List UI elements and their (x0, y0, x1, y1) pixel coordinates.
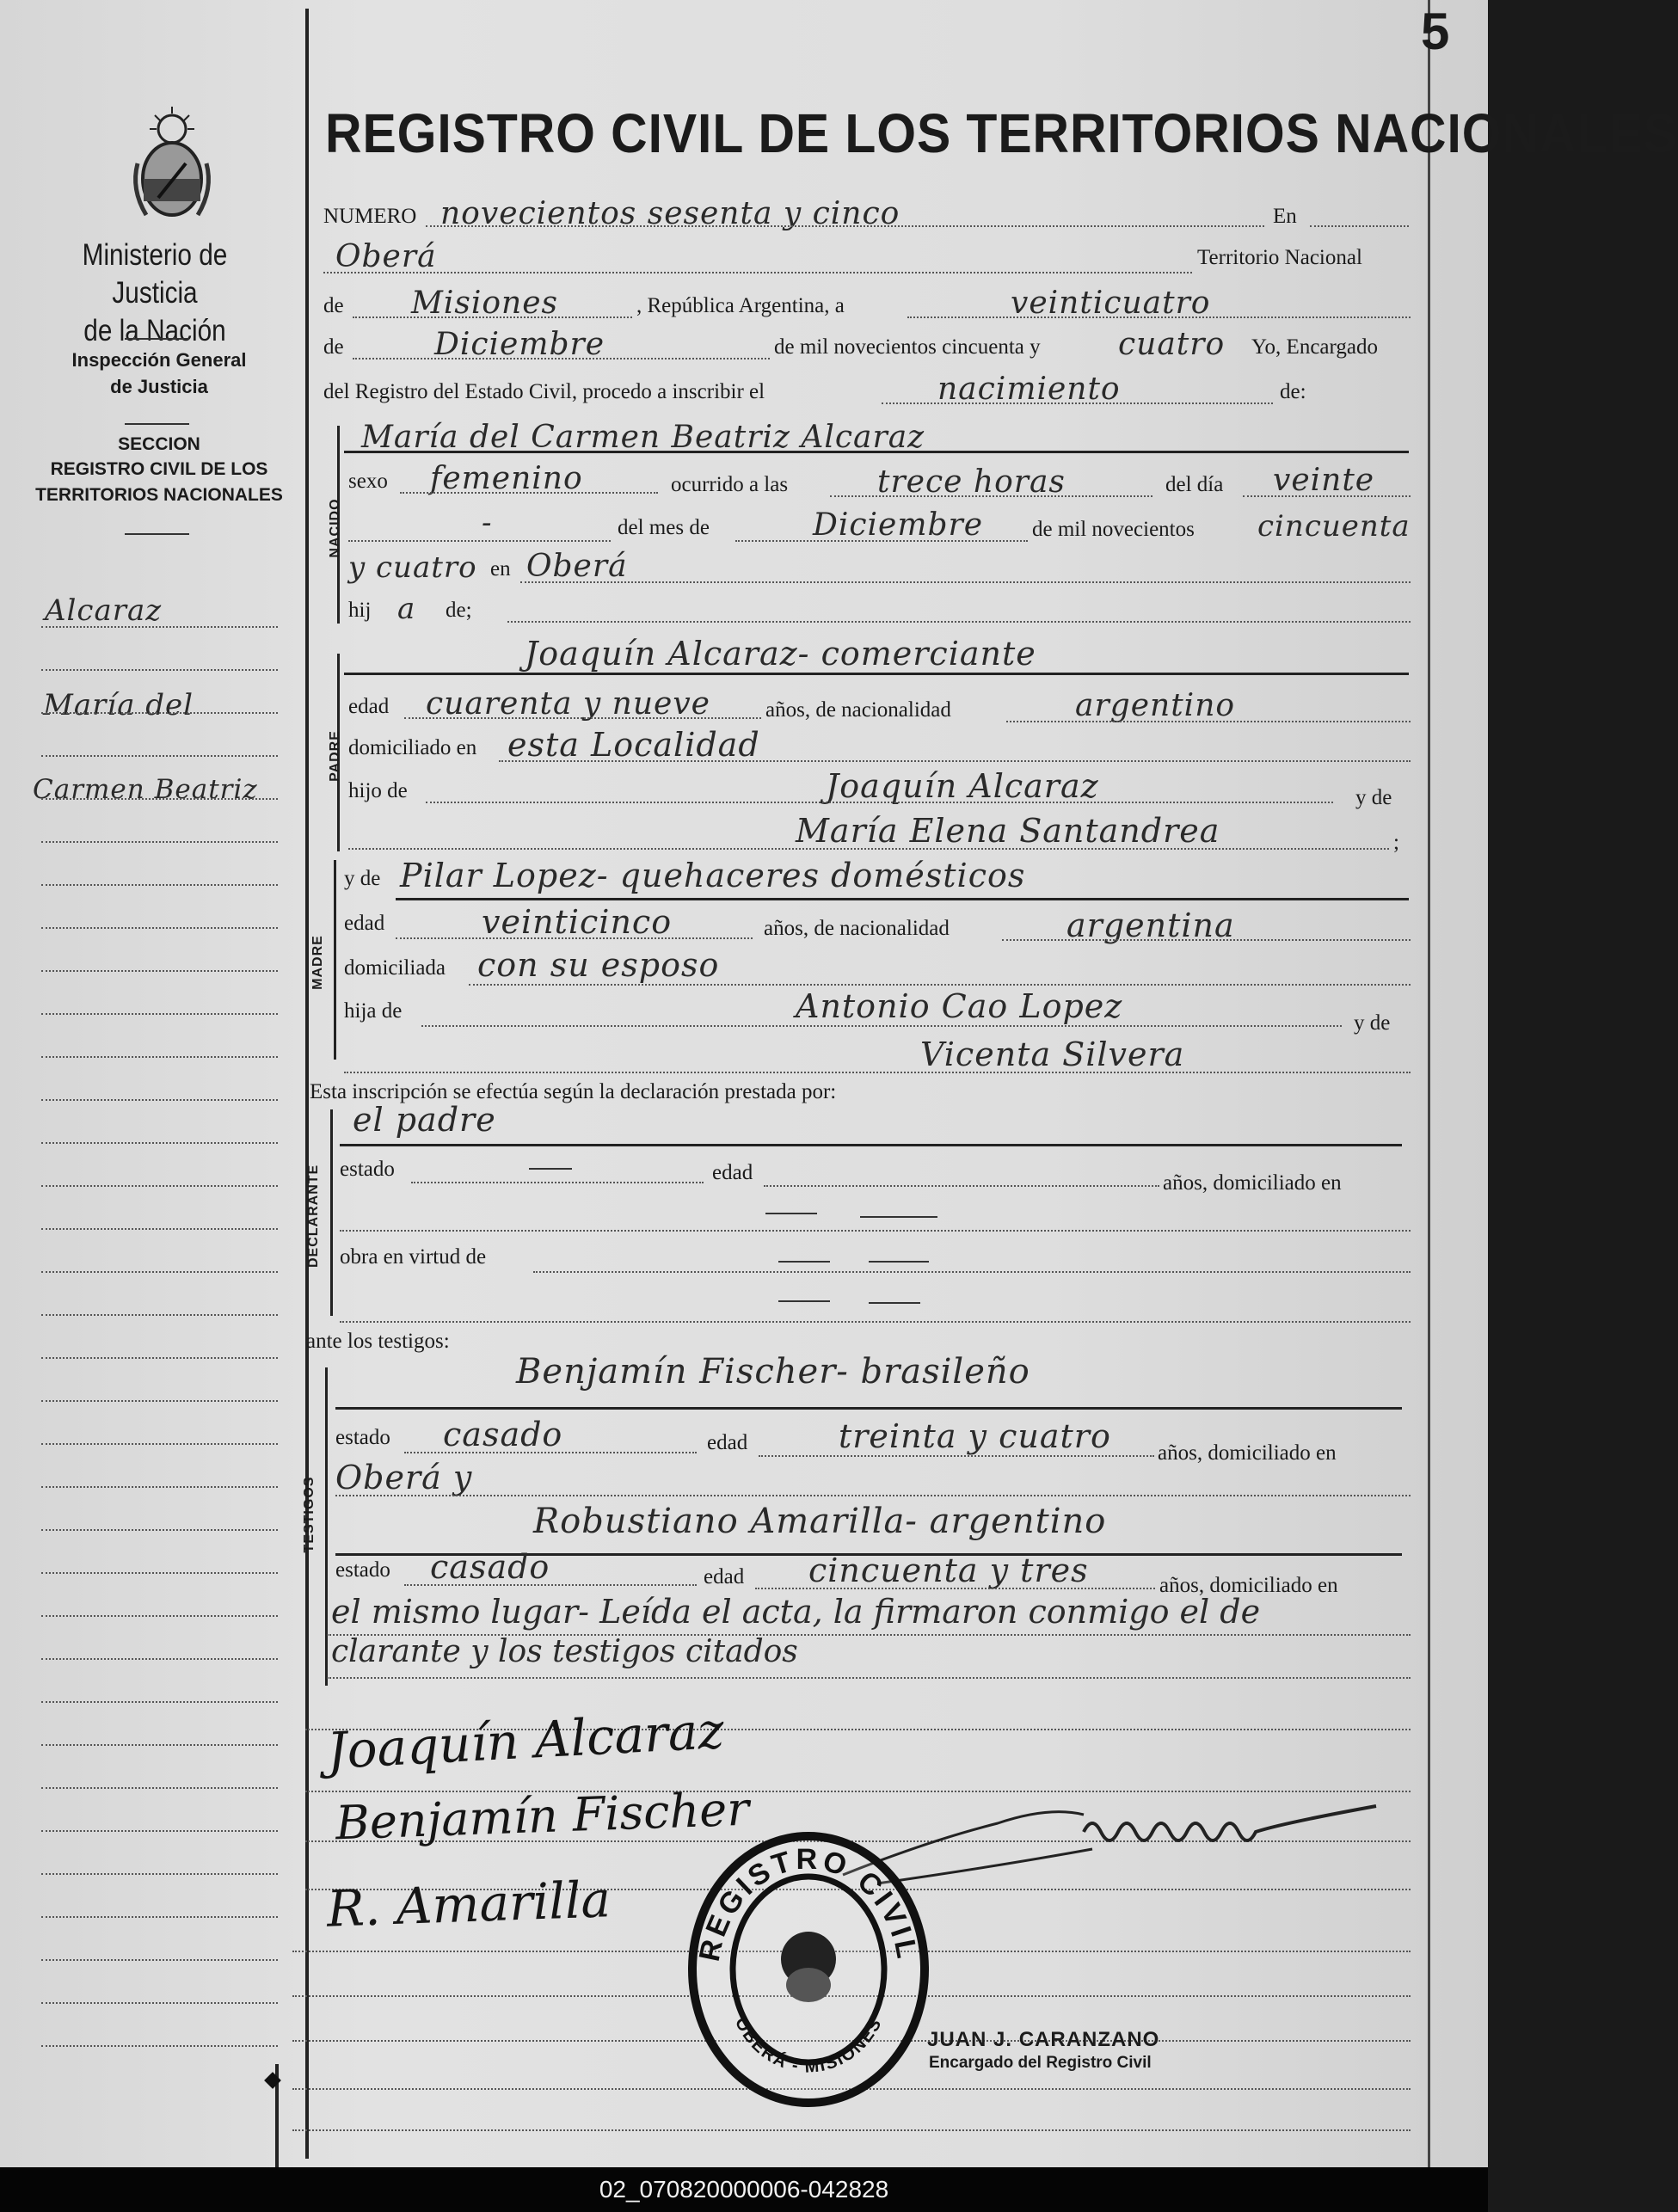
registry-stamp-icon (684, 1830, 933, 2110)
signature-witness-1: Benjamín Fischer (335, 1781, 750, 1851)
dash-rule (348, 540, 611, 542)
inspection-line-1: Inspección General (71, 349, 247, 371)
sidebar-divider (125, 533, 189, 535)
nacido-en-label: en (490, 557, 511, 581)
act-value: nacimiento (937, 372, 1121, 407)
padre-edad-label: edad (348, 695, 390, 718)
numero-label: NUMERO (323, 205, 417, 228)
witness1-estado-label: estado (335, 1426, 390, 1449)
witness1-estado-rule (404, 1452, 697, 1453)
day-value: veinticuatro (1011, 286, 1211, 321)
declarante-edad-rule (764, 1185, 1159, 1187)
margin-name-2: Carmen Beatriz (33, 774, 258, 805)
sidebar-rule (41, 1529, 278, 1531)
father-name-rule (344, 673, 1409, 675)
declarante-rule (340, 1144, 1402, 1146)
page-number: 5 (1421, 3, 1450, 60)
madre-domicilio-value: con su esposo (477, 946, 720, 984)
witness1-domicilio-value: Oberá y (335, 1459, 473, 1496)
signature-declarant: Joaquín Alcaraz (325, 1700, 726, 1781)
child-name-value: María del Carmen Beatriz Alcaraz (361, 420, 925, 455)
testigos-section-label: TESTIGOS (302, 1476, 317, 1553)
padre-semicolon: ; (1393, 831, 1399, 854)
right-edge-line (1428, 0, 1430, 2167)
sidebar-rule (41, 841, 278, 843)
sidebar-rule (41, 1099, 278, 1101)
padre-y-de-label: y de (1355, 786, 1392, 809)
sidebar-rule (41, 1572, 278, 1574)
territorio-label: Territorio Nacional (1197, 246, 1362, 269)
declarante-domicilio-rule (340, 1230, 1411, 1232)
territory-rule (353, 316, 632, 318)
padre-anos-label: años, de nacionalidad (765, 698, 951, 722)
witness1-name-value: Benjamín Fischer- brasileño (516, 1352, 1030, 1392)
sidebar-rule (41, 1701, 278, 1703)
nacido-place-rule (520, 581, 1411, 583)
child-name-rule (344, 451, 1409, 453)
ministry-line-1: Ministerio de Justicia (82, 238, 228, 310)
madre-anos-label: años, de nacionalidad (764, 917, 950, 940)
nacido-year-value-2: y cuatro (348, 550, 477, 585)
dash-mark (869, 1261, 929, 1263)
ministry-heading (46, 237, 265, 349)
sidebar-rule (41, 669, 278, 671)
declarante-estado-rule (411, 1182, 704, 1183)
dash-value: - (482, 506, 493, 540)
testigos-intro: ante los testigos: (306, 1330, 450, 1353)
signature-witness-2: R. Amarilla (325, 1870, 612, 1939)
act-rule (882, 402, 1273, 404)
witness1-edad-label: edad (707, 1431, 748, 1454)
declarante-estado-label: estado (340, 1158, 395, 1181)
nacido-place-value: Oberá (526, 549, 628, 584)
madre-hija-label: hija de (344, 999, 403, 1023)
section-line-1: REGISTRO CIVIL DE LOS (50, 459, 268, 480)
sidebar-rule (41, 755, 278, 757)
madre-edad-rule (396, 937, 753, 939)
sidebar-rule (41, 970, 278, 972)
numero-value: novecientos sesenta y cinco (440, 196, 900, 231)
madre-domicilio-rule (469, 984, 1411, 986)
madre-edad-value: veinticinco (482, 903, 673, 941)
coat-of-arms-icon (129, 103, 215, 224)
witness1-estado-value: casado (443, 1416, 563, 1453)
file-id-footer: 02_070820000006-042828 (0, 2167, 1488, 2212)
margin-name-1: María del (43, 688, 194, 722)
month-rule (353, 358, 770, 359)
mes-label: del mes de (618, 516, 710, 539)
sidebar-rule (41, 1013, 278, 1015)
nacido-month-rule (735, 540, 1028, 542)
sidebar-rule (41, 1400, 278, 1402)
witness2-estado-label: estado (335, 1558, 390, 1582)
sidebar-rule (41, 712, 278, 714)
paternal-father-value: Joaquín Alcaraz (826, 767, 1099, 805)
mother-name-rule (396, 898, 1409, 900)
hij-rule (507, 621, 1411, 623)
maternal-father-value: Antonio Cao Lopez (796, 987, 1123, 1025)
margin-surname: Alcaraz (45, 593, 163, 628)
maternal-mother-rule (344, 1072, 1411, 1073)
sidebar-rule (41, 1357, 278, 1359)
madre-y-de-label: y de (344, 867, 381, 890)
document-title: REGISTRO CIVIL DE LOS TERRITORIOS NACIONALES (325, 102, 1678, 164)
witness1-domicilio-rule (335, 1495, 1411, 1496)
registrar-title: Encargado del Registro Civil (929, 2054, 1152, 2072)
madre-section-label: MADRE (310, 935, 325, 990)
closing-rule-2 (327, 1677, 1411, 1679)
sidebar-divider (125, 423, 189, 425)
declarante-value: el padre (353, 1101, 496, 1139)
paternal-mother-rule (348, 848, 1389, 850)
declarante-obra-label: obra en virtud de (340, 1245, 487, 1269)
numero-rule (426, 225, 1264, 227)
madre-nacionalidad-value: argentina (1066, 906, 1235, 944)
madre-bracket (334, 860, 336, 1060)
en-rule (1310, 225, 1409, 227)
sidebar-divider (125, 338, 189, 340)
declarante-extra-rule (340, 1321, 1411, 1323)
nacido-de-label: de; (446, 599, 472, 622)
maternal-mother-value: Vicenta Silvera (920, 1035, 1185, 1073)
witness2-estado-rule (404, 1584, 697, 1586)
testigos-bracket (325, 1367, 328, 1686)
dash-mark (529, 1168, 572, 1170)
madre-y-de-label-2: y de (1354, 1011, 1391, 1035)
month-value: Diciembre (434, 327, 605, 362)
sidebar-rule (41, 1830, 278, 1832)
inspection-heading (39, 347, 280, 401)
sexo-rule (400, 492, 658, 494)
witness2-estado-value: casado (430, 1548, 550, 1586)
dash-mark (778, 1261, 830, 1263)
sidebar-rule (41, 798, 278, 800)
dash-mark (860, 1216, 937, 1218)
de2-label: de (323, 335, 344, 359)
dash-mark (869, 1302, 920, 1304)
nacido-section-label: NACIDO (328, 498, 342, 558)
madre-domicilio-label: domiciliada (344, 956, 446, 980)
witness2-edad-value: cincuenta y tres (808, 1551, 1089, 1589)
paternal-mother-value: María Elena Santandrea (796, 812, 1220, 850)
territory-value: Misiones (411, 286, 559, 321)
sidebar-rule (41, 1658, 278, 1660)
maternal-father-rule (421, 1025, 1342, 1027)
witness2-anos-label: años, domiciliado en (1159, 1574, 1338, 1597)
sidebar-rule (41, 1228, 278, 1230)
hij-label: hij (348, 599, 372, 622)
sidebar-rule (41, 1056, 278, 1058)
ocurrido-label: ocurrido a las (671, 473, 789, 496)
dia-label: del día (1165, 473, 1224, 496)
sidebar-rule (41, 1271, 278, 1273)
republica-label: , República Argentina, a (636, 294, 845, 317)
sidebar-rule (41, 1959, 278, 1961)
stamp-bottom-text: OBERÁ - MISIONES (730, 2014, 887, 2077)
sidebar-rule (41, 1873, 278, 1875)
witness2-edad-rule (755, 1588, 1155, 1589)
madre-nacionalidad-rule (1002, 939, 1411, 941)
padre-domicilio-rule (499, 760, 1411, 762)
sidebar-rule (41, 1916, 278, 1918)
section-line-2: TERRITORIOS NACIONALES (35, 484, 283, 505)
father-name-value: Joaquín Alcaraz- comerciante (525, 635, 1036, 673)
closing-line-2: clarante y los testigos citados (331, 1634, 798, 1669)
signature-rule (292, 2129, 1411, 2131)
de3-label: de: (1280, 380, 1306, 403)
yo-label: Yo, Encargado (1251, 335, 1378, 359)
madre-edad-label: edad (344, 912, 385, 935)
sidebar-rule (41, 1787, 278, 1789)
nacido-day-value: veinte (1273, 463, 1375, 498)
padre-domicilio-label: domiciliado en (348, 736, 477, 759)
mother-name-value: Pilar Lopez- quehaceres domésticos (400, 857, 1026, 894)
witness1-name-rule (335, 1407, 1402, 1410)
declarante-bracket (330, 1109, 333, 1316)
witness2-edad-label: edad (704, 1565, 745, 1588)
registro-label: del Registro del Estado Civil, procedo a inscribir el (323, 380, 765, 403)
stamp-top-text: REGISTRO CIVIL (692, 1842, 925, 1964)
sidebar-rule (41, 1443, 278, 1445)
padre-section-label: PADRE (328, 730, 342, 782)
witness1-anos-label: años, domiciliado en (1158, 1441, 1337, 1465)
hij-value: a (397, 592, 416, 626)
ministry-line-2: de la Nación (83, 313, 226, 347)
declarante-edad-label: edad (712, 1161, 753, 1184)
section-heading (30, 432, 288, 507)
padre-nacionalidad-rule (1006, 721, 1411, 722)
nacido-day-rule (1243, 495, 1411, 497)
year-label: de mil novecientos cincuenta y (774, 335, 1041, 359)
de-label: de (323, 294, 344, 317)
declarante-anos-label: años, domiciliado en (1163, 1171, 1342, 1195)
sidebar-rule (41, 1314, 278, 1316)
dash-mark (778, 1300, 830, 1302)
sidebar-rule (41, 2002, 278, 2004)
nacido-month-value: Diciembre (813, 507, 984, 543)
hour-value: trece horas (877, 464, 1066, 500)
sidebar-rule (41, 1142, 278, 1144)
sidebar-rule (41, 927, 278, 929)
padre-edad-rule (404, 717, 761, 719)
sidebar-rule (41, 1185, 278, 1187)
sexo-value: femenino (430, 461, 583, 496)
paternal-father-rule (426, 802, 1333, 803)
margin-line (305, 9, 309, 2159)
dash-mark (765, 1213, 817, 1214)
sidebar-rule (41, 2045, 278, 2047)
place-rule (323, 272, 1192, 273)
year-value: cuatro (1118, 327, 1226, 362)
sidebar-rule (41, 1486, 278, 1488)
sexo-label: sexo (348, 470, 388, 493)
padre-edad-value: cuarenta y nueve (426, 686, 710, 722)
section-label: SECCION (118, 434, 200, 454)
declarante-intro: Esta inscripción se efectúa según la declaración prestada por: (310, 1080, 837, 1103)
closing-line-1: el mismo lugar- Leída el acta, la firmaron conmigo el de (331, 1593, 1261, 1631)
en-label: En (1273, 205, 1297, 228)
hour-rule (830, 495, 1152, 497)
padre-hijo-label: hijo de (348, 779, 408, 802)
declarante-section-label: DECLARANTE (306, 1164, 321, 1268)
sidebar-rule (41, 1615, 278, 1617)
witness1-edad-rule (759, 1455, 1154, 1457)
padre-domicilio-value: esta Localidad (507, 726, 760, 764)
inspection-line-2: de Justicia (110, 375, 208, 397)
witness2-name-value: Robustiano Amarilla- argentino (533, 1502, 1107, 1541)
place-value: Oberá (335, 239, 437, 274)
sidebar-rule (41, 1744, 278, 1746)
nacido-year-value: cincuenta (1257, 509, 1411, 544)
sidebar-rule (41, 884, 278, 886)
day-rule (907, 316, 1411, 318)
declarante-obra-rule (533, 1271, 1411, 1273)
padre-nacionalidad-value: argentino (1075, 688, 1236, 723)
mil-label: de mil novecientos (1032, 518, 1195, 541)
sidebar-rule (41, 626, 278, 628)
witness1-edad-value: treinta y cuatro (839, 1417, 1111, 1455)
registrar-name: JUAN J. CARANZANO (927, 2028, 1160, 2051)
